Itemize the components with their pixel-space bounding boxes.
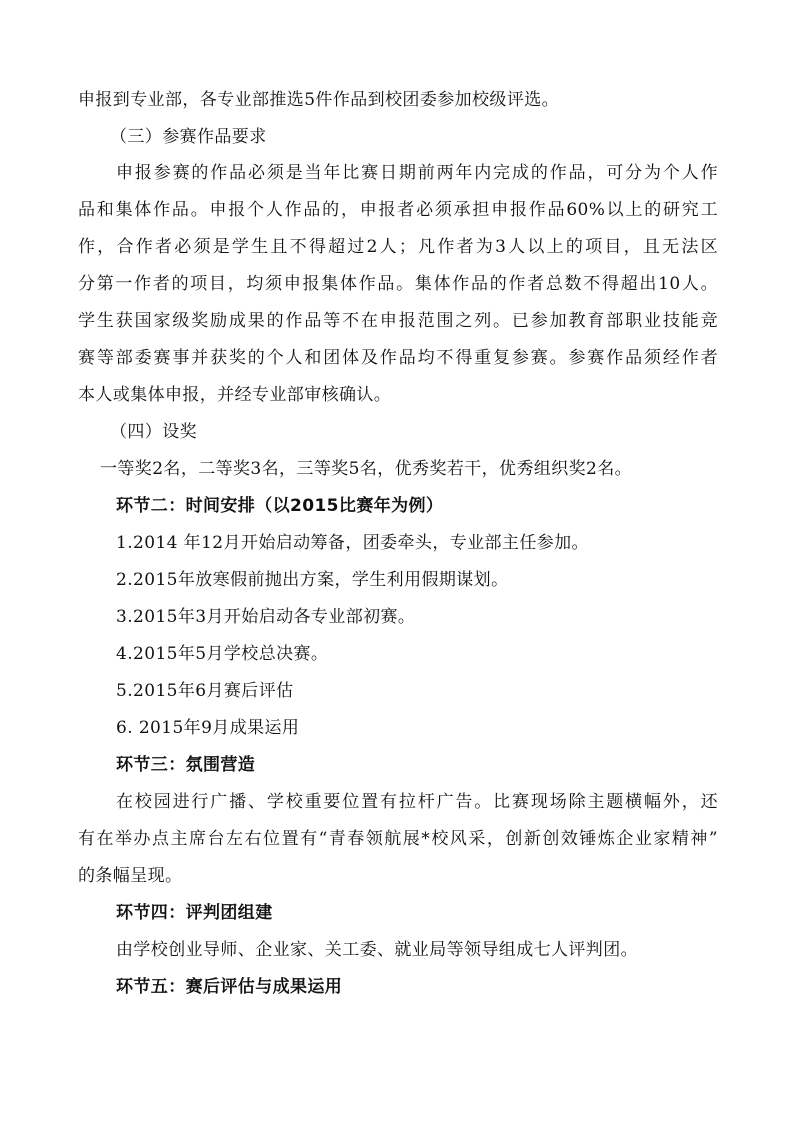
- list-item: 2.2015年放寒假前抛出方案，学生利用假期谋划。: [116, 570, 509, 590]
- list-item: 5.2015年6月赛后评估: [116, 681, 294, 701]
- paragraph-line: 有在举办点主席台左右位置有“青春领航展*校风采，创新创效锤炼企业家精神”: [78, 829, 718, 849]
- list-item: 1.2014 年12月开始启动筹备，团委牵头，专业部主任参加。: [116, 533, 589, 553]
- paragraph-line: 作，合作者必须是学生且不得超过2人；凡作者为3人以上的项目，且无法区: [78, 237, 718, 257]
- section-heading-bold: 环节四：评判团组建: [116, 903, 273, 923]
- paragraph-line: 一等奖2名，二等奖3名，三等奖5名，优秀奖若干，优秀组织奖2名。: [100, 459, 633, 479]
- section-heading-bold: 环节五：赛后评估与成果运用: [116, 977, 343, 997]
- paragraph-line: 分第一作者的项目，均须申报集体作品。集体作品的作者总数不得超出10人。: [78, 274, 718, 294]
- paragraph-line: 申报参赛的作品必须是当年比赛日期前两年内完成的作品，可分为个人作: [116, 163, 718, 183]
- paragraph-line: 的条幅呈现。: [78, 866, 183, 886]
- section-heading: （四）设奖: [110, 422, 197, 442]
- paragraph-line: 品和集体作品。申报个人作品的，申报者必须承担申报作品60%以上的研究工: [78, 200, 718, 220]
- section-heading-bold: 环节三：氛围营造: [116, 755, 256, 775]
- paragraph-line: 本人或集体申报，并经专业部审核确认。: [78, 385, 392, 405]
- section-heading: （三）参赛作品要求: [110, 127, 267, 147]
- paragraph-line: 申报到专业部，各专业部推选5件作品到校团委参加校级评选。: [78, 90, 560, 110]
- paragraph-line: 在校园进行广播、学校重要位置有拉杆广告。比赛现场除主题横幅外，还: [116, 792, 718, 812]
- section-heading-bold: 环节二：时间安排（以2015比赛年为例）: [116, 496, 444, 516]
- list-item: 6. 2015年9月成果运用: [116, 718, 300, 738]
- paragraph-line: 学生获国家级奖励成果的作品等不在申报范围之列。已参加教育部职业技能竞: [78, 311, 718, 331]
- list-item: 4.2015年5月学校总决赛。: [116, 644, 329, 664]
- paragraph-line: 赛等部委赛事并获奖的个人和团体及作品均不得重复参赛。参赛作品须经作者: [78, 348, 718, 368]
- list-item: 3.2015年3月开始启动各专业部初赛。: [116, 607, 416, 627]
- paragraph-line: 由学校创业导师、企业家、关工委、就业局等领导组成七人评判团。: [116, 940, 638, 960]
